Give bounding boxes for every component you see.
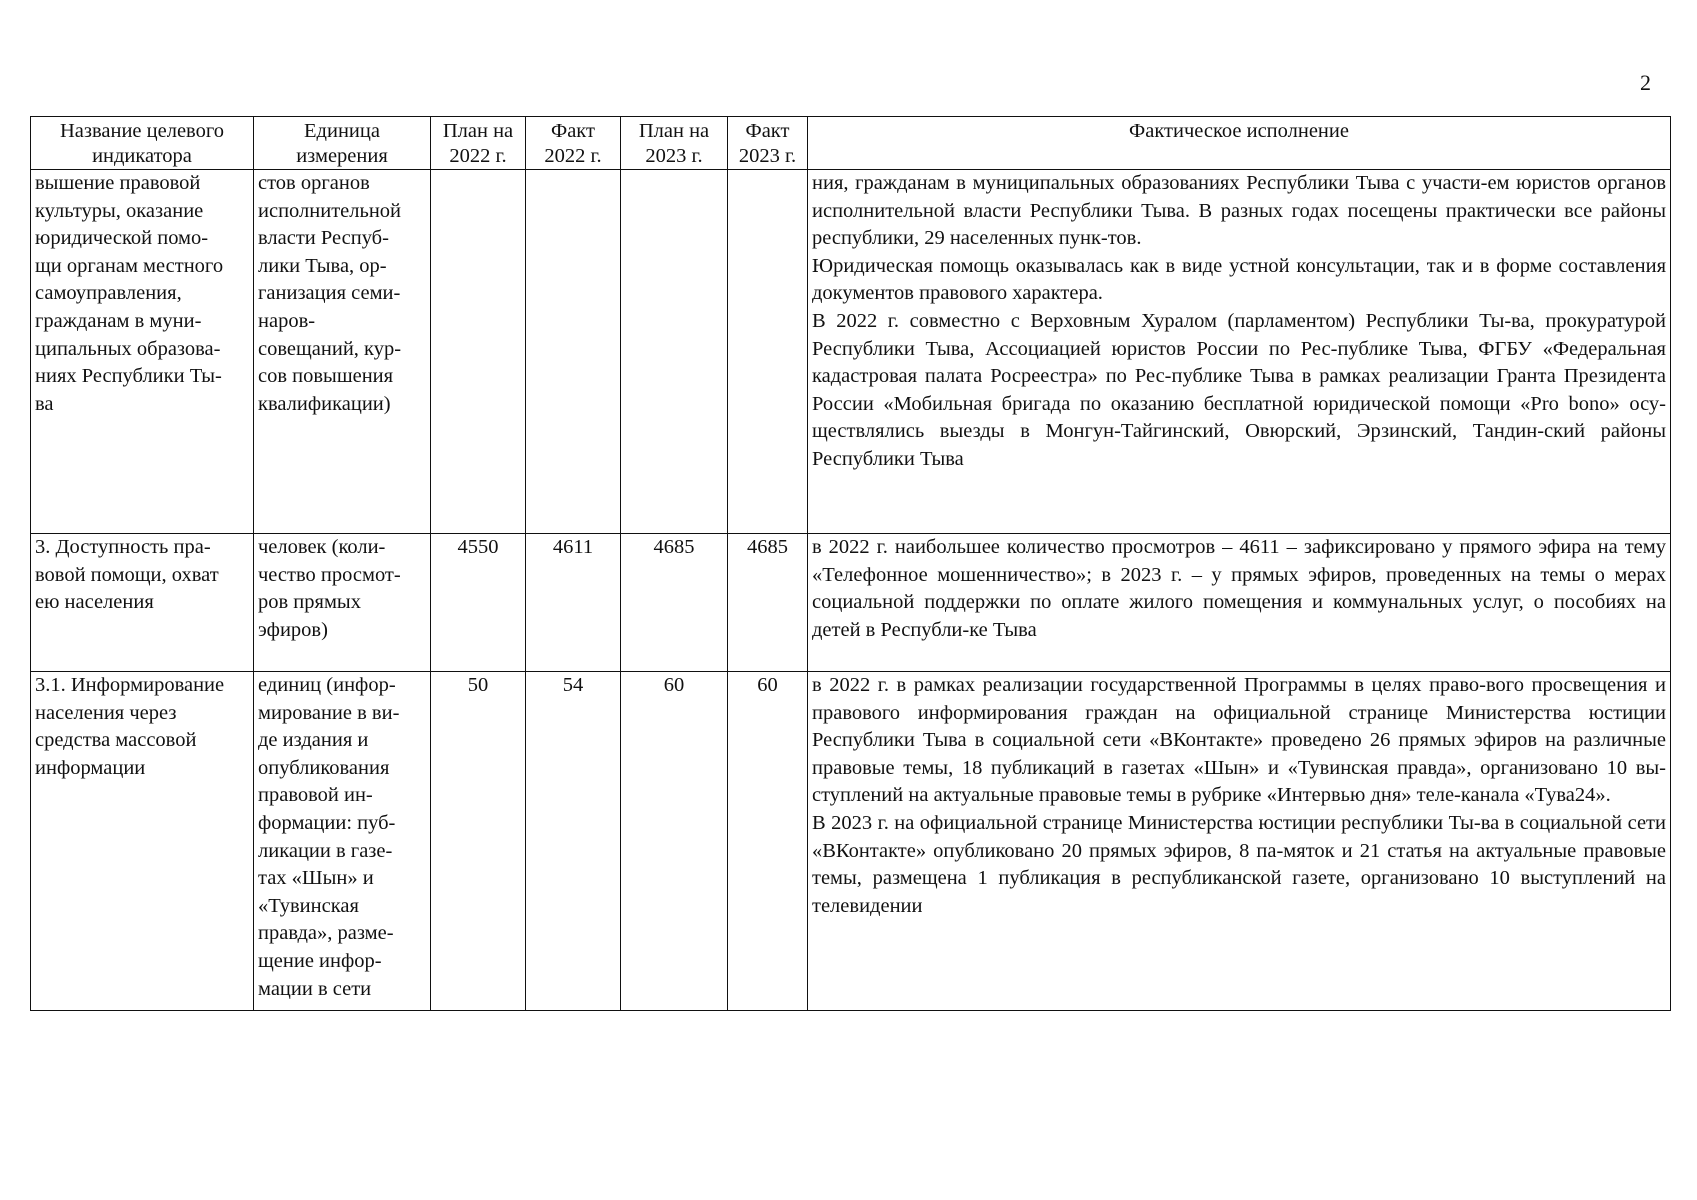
indicator-cell: вышение правовой культуры, оказание юридической помо- щи органам местного самоуправления, гражданам в муни- ципальных образова- ниях Республики Ты- ва [31, 170, 254, 534]
execution-paragraph: ния, гражданам в муниципальных образованиях Республики Тыва с участи-ем юристов органов исполнительной власти Республики Тыва. В разных годах посещены практически все районы республики, 29 населенных пунк-тов. [812, 172, 1666, 250]
unit-cell: человек (коли- чество просмот- ров прямых эфиров) [254, 534, 431, 672]
indicators-table [30, 116, 1671, 1011]
execution-cell [808, 534, 1671, 672]
header-plan-2022: План на 2022 г. [431, 117, 526, 170]
execution-paragraph: В 2023 г. на официальной странице Министерства юстиции республики Ты-ва в социальной сети «ВКонтакте» опубликовано 20 прямых эфиров, 8 па-мяток и 21 статья на актуальные правовые темы, размещена 1 публикация в республиканской газете, организовано 10 выступлений на телевидении [812, 811, 1666, 917]
fact-2022-cell: 4611 [526, 534, 621, 672]
execution-cell [808, 672, 1671, 1011]
table-header-row [31, 117, 1671, 170]
plan-2023-cell: 4685 [621, 534, 728, 672]
plan-2022-cell: 4550 [431, 534, 526, 672]
header-fact-2023: Факт 2023 г. [728, 117, 808, 170]
plan-2022-cell [431, 170, 526, 534]
indicator-cell: 3.1. Информирование населения через средства массовой информации [31, 672, 254, 1011]
plan-2022-cell: 50 [431, 672, 526, 1011]
table-row [31, 534, 1671, 672]
table-row [31, 170, 1671, 534]
plan-2023-cell: 60 [621, 672, 728, 1011]
fact-2023-cell: 4685 [728, 534, 808, 672]
unit-cell: единиц (инфор- мирование в ви- де издания и опубликования правовой ин- формации: пуб- ликации в газе- тах «Шын» и «Тувинская правда», разме- щение инфор- мации в сети [254, 672, 431, 1011]
indicator-cell: 3. Доступность пра- вовой помощи, охват ею населения [31, 534, 254, 672]
unit-cell: стов органов исполнительной власти Респуб- лики Тыва, ор- ганизация семи- наров- совещаний, кур- сов повышения квалификации) [254, 170, 431, 534]
header-unit: Единица измерения [254, 117, 431, 170]
execution-paragraph: в 2022 г. в рамках реализации государственной Программы в целях право-вого просвещения и правового информирования граждан на официальной странице Министерства юстиции Республики Тыва в социальной сети «ВКонтакте» проведено 26 прямых эфиров на различные правовые темы, 18 публикаций в газетах «Шын» и «Тувинская правда», организовано 10 вы-ступлений на актуальные правовые темы в рубрике «Интервью дня» теле-канала «Тува24». [812, 674, 1666, 807]
table-row [31, 672, 1671, 1011]
header-fact-2022: Факт 2022 г. [526, 117, 621, 170]
plan-2023-cell [621, 170, 728, 534]
execution-cell [808, 170, 1671, 534]
execution-paragraph: В 2022 г. совместно с Верховным Хуралом (парламентом) Республики Ты-ва, прокуратурой Республики Тыва, Ассоциацией юристов России по Рес-публике Тыва, ФГБУ «Федеральная кадастровая палата Росреестра» по Рес-публике Тыва в рамках реализации Гранта Президента России «Мобильная бригада по оказанию бесплатной юридической помощи «Pro bono» осу-ществлялись выезды в Монгун-Тайгинский, Овюрский, Эрзинский, Тандин-ский районы Республики Тыва [812, 309, 1666, 470]
fact-2022-cell: 54 [526, 672, 621, 1011]
header-indicator: Название целевого индикатора [31, 117, 254, 170]
execution-paragraph: Юридическая помощь оказывалась как в виде устной консультации, так и в форме составления документов правового характера. [812, 254, 1666, 305]
execution-paragraph: в 2022 г. наибольшее количество просмотров – 4611 – зафиксировано у прямого эфира на тему «Телефонное мошенничество»; в 2023 г. – у прямых эфиров, проведенных на темы о мерах социальной поддержки по оплате жилого помещения и коммунальных услуг, о пособиях на детей в Республи-ке Тыва [812, 536, 1666, 641]
header-execution: Фактическое исполнение [808, 117, 1671, 170]
fact-2022-cell [526, 170, 621, 534]
page-number: 2 [1640, 70, 1651, 95]
fact-2023-cell [728, 170, 808, 534]
header-plan-2023: План на 2023 г. [621, 117, 728, 170]
fact-2023-cell: 60 [728, 672, 808, 1011]
